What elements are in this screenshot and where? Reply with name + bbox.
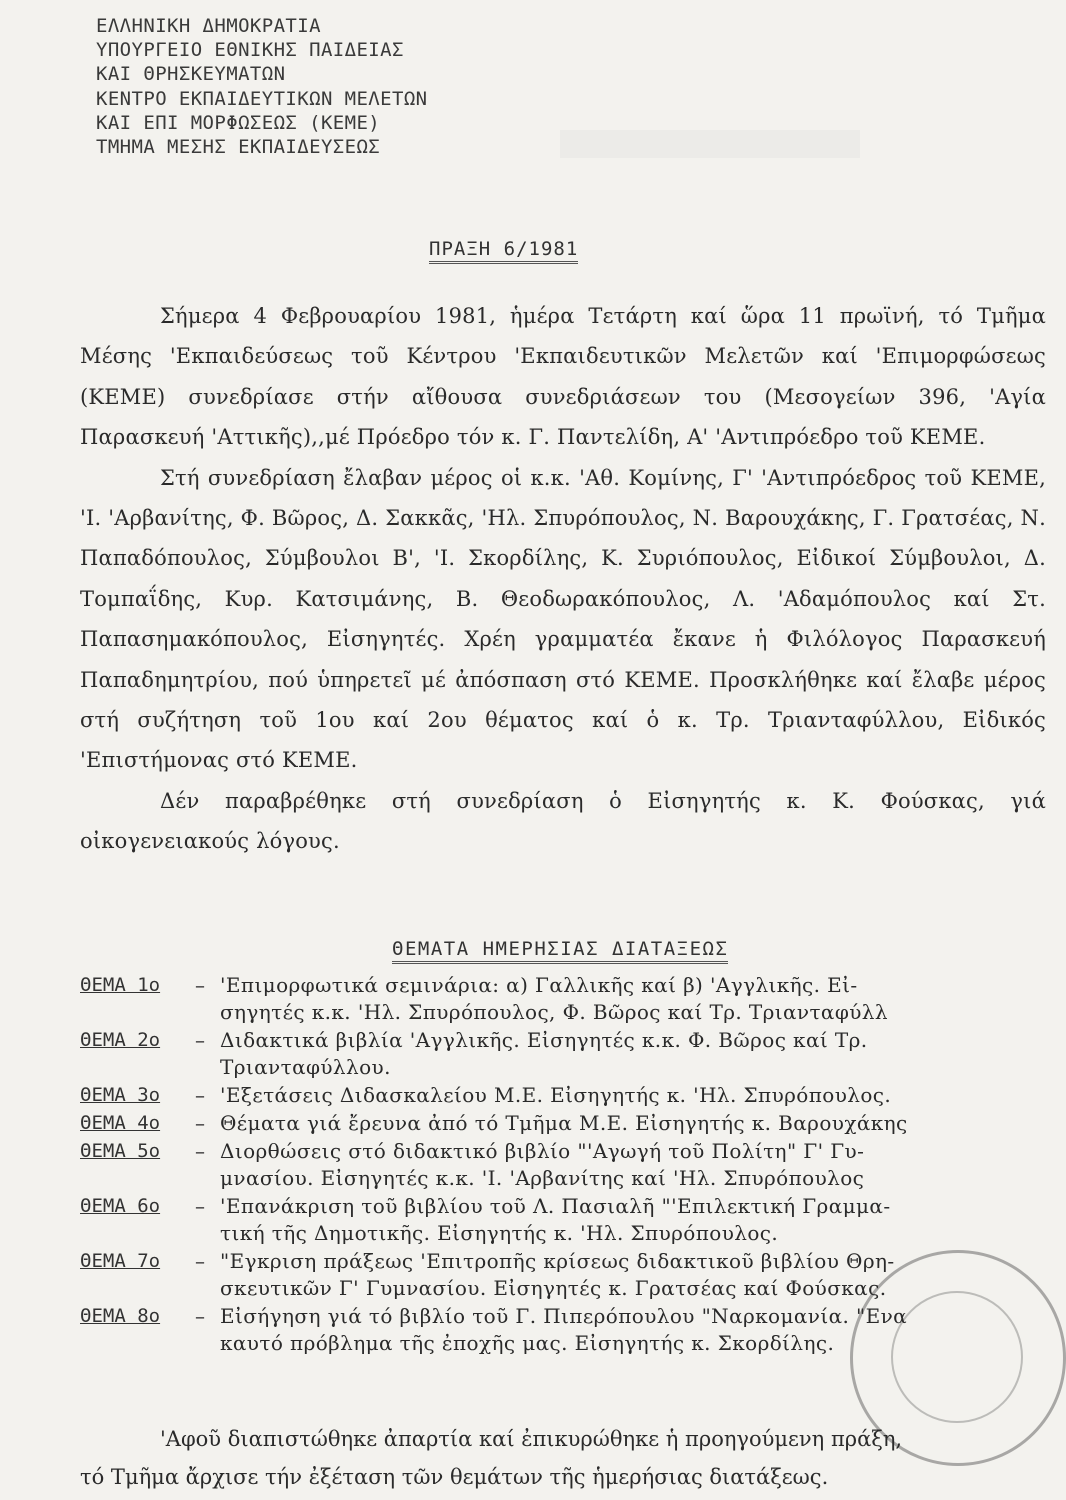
agenda-item-line: καυτό πρόβλημα τῆς ἐποχῆς μας. Εἰσηγητής κ. Σκορδίλης. [220, 1331, 835, 1355]
agenda-item [80, 1193, 1066, 1247]
closing-line: τό Τμῆμα ἄρχισε τήν ἐξέταση τῶν θεμάτων τῆς ἡμερήσιας διατάξεως. [80, 1465, 829, 1489]
agenda-item [80, 1110, 1066, 1137]
dash: – [195, 1083, 205, 1107]
agenda-item [80, 1138, 1066, 1192]
agenda-item-label: ΘΕΜΑ 5ο [80, 1140, 161, 1162]
letterhead-line: ΕΛΛΗΝΙΚΗ ΔΗΜΟΚΡΑΤΙΑ [96, 15, 321, 37]
agenda-item-text [220, 1027, 1066, 1081]
agenda-item-label: ΘΕΜΑ 7ο [80, 1250, 161, 1272]
agenda-item-text [220, 1110, 1066, 1137]
agenda-title: ΘΕΜΑΤΑ ΗΜΕΡΗΣΙΑΣ ΔΙΑΤΑΞΕΩΣ [392, 938, 728, 964]
letterhead-line: ΚΕΝΤΡΟ ΕΚΠΑΙΔΕΥΤΙΚΩΝ ΜΕΛΕΤΩΝ [96, 87, 428, 110]
agenda-item-line: 'Επιμορφωτικά σεμινάρια: α) Γαλλικῆς καί β) 'Αγγλικῆς. Εἰ- [220, 973, 858, 997]
letterhead-line: ΤΜΗΜΑ ΜΕΣΗΣ ΕΚΠΑΙΔΕΥΣΕΩΣ [96, 136, 381, 159]
dash: – [195, 973, 205, 997]
document-title: ΠΡΑΞΗ 6/1981 [429, 238, 578, 264]
closing-paragraph [80, 1420, 1046, 1496]
paragraph-attendees: Στή συνεδρίαση ἔλαβαν μέρος οἱ κ.κ. 'Αθ. Κομίνης, Γ' 'Αντιπρόεδρος τοῦ ΚΕΜΕ, 'Ι. 'Αρβανίτης, Φ. Βῶρος, Δ. Σακκᾶς, 'Ηλ. Σπυρόπουλος, Ν. Βαρουχάκης, Γ. Γρατσέας, Ν. Παπαδόπουλος, Σύμβουλοι Β', 'Ι. Σκορδίλης, Κ. Συριόπουλος, Εἰδικοί Σύμβουλοι, Δ. Τομπαΐδης, Κυρ. Κατσιμάνης, Β. Θεοδωρακόπουλος, Λ. 'Αδαμόπουλος καί Στ. Παπασημακόπουλος, Εἰσηγητές. Χρέη γραμματέα ἔκανε ἡ Φιλόλογος Παρασκευή Παπαδημητρίου, πού ὑπηρετεῖ μέ ἀπόσπαση στό ΚΕΜΕ. Προσκλήθηκε καί ἔλαβε μέρος στή συζήτηση τοῦ 1ου καί 2ου θέματος καί ὁ κ. Τρ. Τριανταφύλλου, Εἰδικός 'Επιστήμονας στό ΚΕΜΕ. [80, 465, 1046, 773]
dash: – [195, 1249, 205, 1273]
dash: – [195, 1139, 205, 1163]
dash: – [195, 1194, 205, 1218]
agenda-item-label: ΘΕΜΑ 1ο [80, 974, 161, 996]
agenda-item-label: ΘΕΜΑ 8ο [80, 1305, 161, 1327]
agenda-item-line: Τριανταφύλλου. [220, 1055, 391, 1079]
agenda-item-text [220, 1082, 1066, 1109]
agenda-item-label: ΘΕΜΑ 6ο [80, 1195, 161, 1217]
bleed-through-shadow [560, 130, 860, 158]
agenda-item-line: Εἰσήγηση γιά τό βιβλίο τοῦ Γ. Πιπερόπουλου "Ναρκομανία. "Ενα [220, 1304, 908, 1328]
dash: – [195, 1304, 205, 1328]
agenda-item-line: τική τῆς Δημοτικῆς. Εἰσηγητής κ. 'Ηλ. Σπυρόπουλος. [220, 1221, 779, 1245]
agenda-item-line: Διδακτικά βιβλία 'Αγγλικῆς. Εἰσηγητές κ.κ. Φ. Βῶρος καί Τρ. [220, 1028, 868, 1052]
agenda-item [80, 1082, 1066, 1109]
letterhead-line: ΥΠΟΥΡΓΕΙΟ ΕΘΝΙΚΗΣ ΠΑΙΔΕΙΑΣ [96, 39, 404, 62]
agenda-item [80, 972, 1066, 1026]
letterhead-line: ΚΑΙ ΕΠΙ ΜΟΡΦΩΣΕΩΣ (ΚΕΜΕ) [96, 111, 381, 134]
agenda-item-text [220, 1138, 1066, 1192]
minutes-body [80, 296, 1046, 862]
agenda-item-text [220, 972, 1066, 1026]
agenda-item-line: Διορθώσεις στό διδακτικό βιβλίο "'Αγωγή τοῦ Πολίτη" Γ' Γυ- [220, 1139, 865, 1163]
agenda-item-line: Θέματα γιά ἔρευνα ἀπό τό Τμῆμα Μ.Ε. Εἰσηγητής κ. Βαρουχάκης [220, 1111, 908, 1135]
agenda-item-line: σκευτικῶν Γ' Γυμνασίου. Εἰσηγητές κ. Γρατσέας καί Φούσκας. [220, 1276, 887, 1300]
agenda-item-label: ΘΕΜΑ 3ο [80, 1084, 161, 1106]
agenda-item-line: 'Εξετάσεις Διδασκαλείου Μ.Ε. Εἰσηγητής κ. 'Ηλ. Σπυρόπουλος. [220, 1083, 892, 1107]
letterhead-line: ΚΑΙ ΘΡΗΣΚΕΥΜΑΤΩΝ [96, 63, 286, 86]
agenda-item-label: ΘΕΜΑ 2ο [80, 1029, 161, 1051]
letterhead [96, 14, 428, 159]
paragraph-absence: Δέν παραβρέθηκε στή συνεδρίαση ὁ Εἰσηγητής κ. Κ. Φούσκας, γιά οἰκογενειακούς λόγους. [80, 788, 1046, 854]
agenda-item-text [220, 1193, 1066, 1247]
dash: – [195, 1111, 205, 1135]
agenda-item-label: ΘΕΜΑ 4ο [80, 1112, 161, 1134]
dash: – [195, 1028, 205, 1052]
agenda-item-line: 'Επανάκριση τοῦ βιβλίου τοῦ Λ. Πασιαλῆ "'Επιλεκτική Γραμμα- [220, 1194, 891, 1218]
agenda-item [80, 1027, 1066, 1081]
agenda-item-line: μνασίου. Εἰσηγητές κ.κ. 'Ι. 'Αρβανίτης καί 'Ηλ. Σπυρόπουλος [220, 1166, 865, 1190]
agenda-item-line: "Εγκριση πράξεως 'Επιτροπῆς κρίσεως διδακτικοῦ βιβλίου Θρη- [220, 1249, 895, 1273]
closing-line: 'Αφοῦ διαπιστώθηκε ἀπαρτία καί ἐπικυρώθηκε ἡ προηγούμενη πράξη, [160, 1427, 903, 1451]
paragraph-opening: Σήμερα 4 Φεβρουαρίου 1981, ἡμέρα Τετάρτη καί ὥρα 11 πρωϊνή, τό Τμῆμα Μέσης 'Εκπαιδεύσεως τοῦ Κέντρου 'Εκπαιδευτικῶν Μελετῶν καί 'Επιμορφώσεως (ΚΕΜΕ) συνεδρίασε στήν αἴθουσα συνεδριάσεων του (Μεσογείων 396, 'Αγία Παρασκευή 'Αττικῆς),,μέ Πρόεδρο τόν κ. Γ. Παντελίδη, Α' 'Αντιπρόεδρο τοῦ ΚΕΜΕ. [80, 304, 1046, 450]
agenda-item-line: σηγητές κ.κ. 'Ηλ. Σπυρόπουλος, Φ. Βῶρος καί Τρ. Τριανταφύλλ [220, 1000, 888, 1024]
